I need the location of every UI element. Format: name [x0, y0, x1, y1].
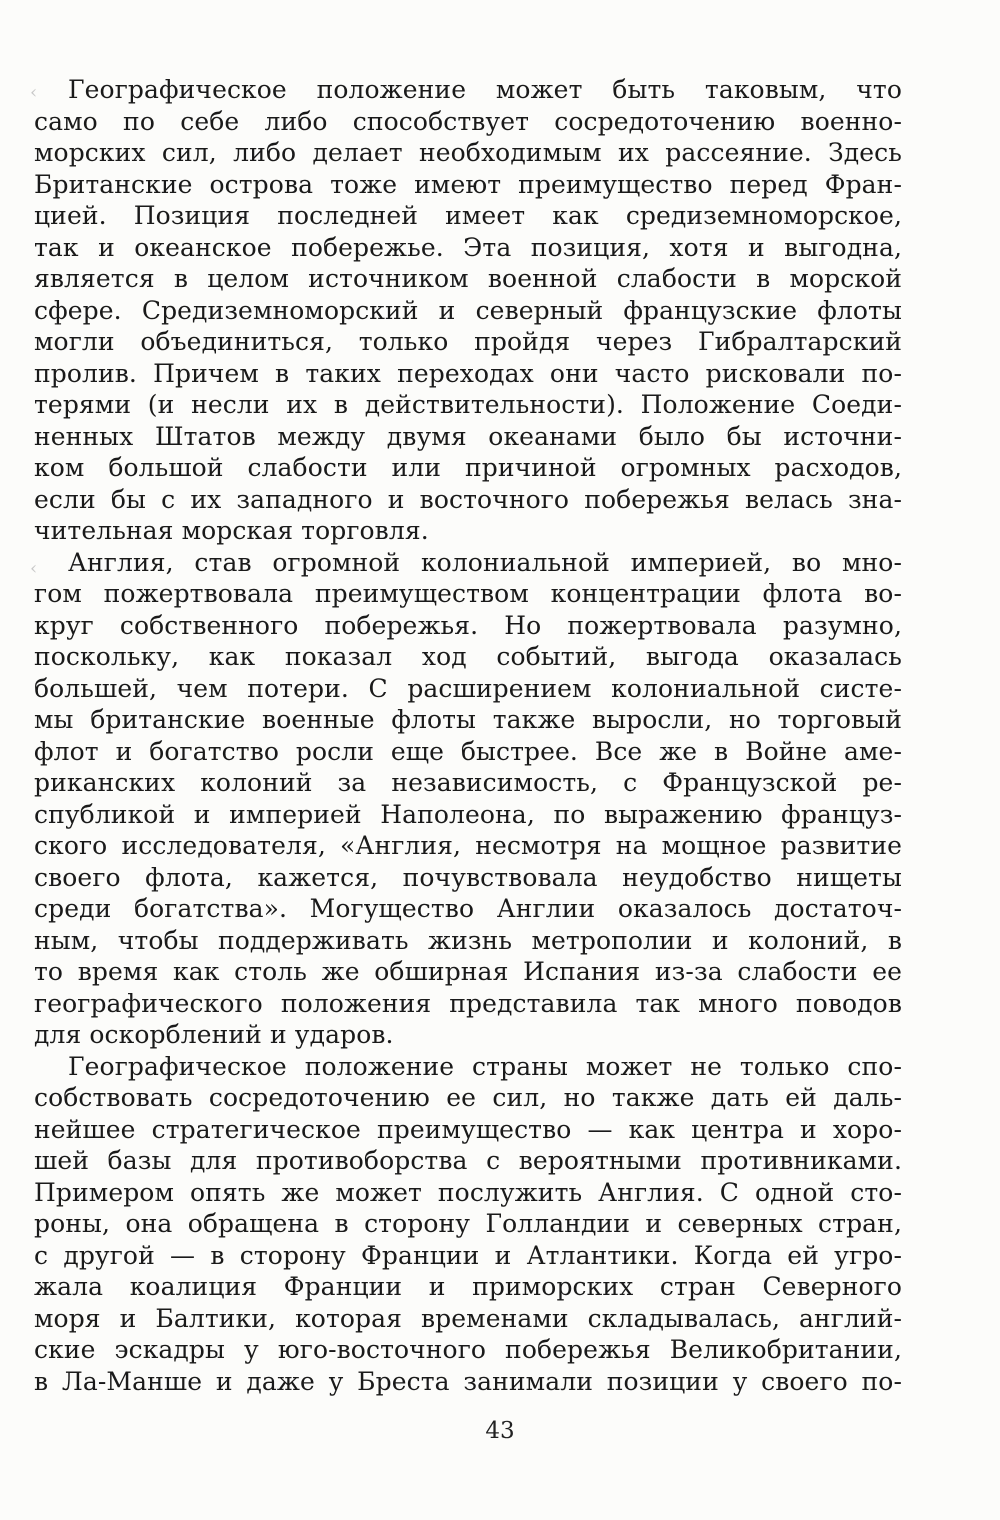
- text-line: то время как столь же обширная Испания из-за слабости ее: [34, 957, 902, 986]
- text-line: собствовать сосредоточению ее сил, но также дать ей даль-: [34, 1083, 902, 1112]
- text-line: сфере. Средиземноморский и северный французские флоты: [34, 295, 902, 325]
- text-line: Примером опять же может послужить Англия. С одной сто-: [34, 1177, 902, 1207]
- text-line: шей базы для противоборства с вероятными противниками.: [34, 1146, 902, 1175]
- text-line: пролив. Причем в таких переходах они часто рисковали по-: [34, 358, 902, 388]
- text-line: чительная морская торговля.: [34, 516, 429, 545]
- paragraph-2: [34, 547, 902, 1051]
- text-line: ского исследователя, «Англия, несмотря на мощное развитие: [34, 831, 902, 860]
- text-line: круг собственного побережья. Но пожертвовала разумно,: [34, 610, 902, 640]
- text-line: своего флота, кажется, почувствовала неудобство нищеты: [34, 862, 902, 892]
- text-line: среди богатства». Могущество Англии оказалось достаточ-: [34, 894, 902, 923]
- text-line: спубликой и империей Наполеона, по выражению француз-: [34, 799, 902, 829]
- text-line: Англия, став огромной колониальной империей, во мно-: [68, 547, 902, 577]
- text-line: цией. Позиция последней имеет как средиземноморское,: [34, 201, 902, 230]
- text-line: морских сил, либо делает необходимым их рассеяние. Здесь: [34, 138, 902, 167]
- text-line: жала коалиция Франции и приморских стран Северного: [34, 1272, 902, 1301]
- text-line: ным, чтобы поддерживать жизнь метрополии и колоний, в: [34, 925, 902, 955]
- text-line: поскольку, как показал ход событий, выгода оказалась: [34, 642, 902, 671]
- text-line: с другой — в сторону Франции и Атлантики. Когда ей угро-: [34, 1240, 902, 1270]
- text-line: так и океанское побережье. Эта позиция, хотя и выгодна,: [34, 232, 902, 262]
- text-line: в Ла-Манше и даже у Бреста занимали позиции у своего по-: [34, 1366, 902, 1396]
- text-line: моря и Балтики, которая временами складывалась, англий-: [34, 1303, 902, 1333]
- text-line: мы британские военные флоты также выросли, но торговый: [34, 705, 902, 734]
- text-line: ненных Штатов между двумя океанами было бы источни-: [34, 421, 902, 451]
- text-line: могли объединиться, только пройдя через Гибралтарский: [34, 327, 902, 356]
- text-line: риканских колоний за независимость, с Французской ре-: [34, 768, 902, 797]
- text-line: Британские острова тоже имеют преимущество перед Фран-: [34, 169, 902, 199]
- text-line: Географическое положение страны может не только спо-: [68, 1051, 902, 1081]
- body-text: [34, 74, 902, 1397]
- text-line: роны, она обращена в сторону Голландии и северных стран,: [34, 1209, 902, 1238]
- paragraph-1: [34, 74, 902, 547]
- text-line: большей, чем потери. С расширением колониальной систе-: [34, 673, 902, 703]
- text-line: является в целом источником военной слабости в морской: [34, 264, 902, 293]
- text-line: географического положения представила так много поводов: [34, 988, 902, 1018]
- text-line: если бы с их западного и восточного побережья велась зна-: [34, 484, 902, 514]
- text-line: флот и богатство росли еще быстрее. Все же в Войне аме-: [34, 736, 902, 766]
- text-line: терями (и несли их в действительности). Положение Соеди-: [34, 390, 902, 419]
- margin-mark: ‹: [30, 558, 38, 579]
- paragraph-3: [34, 1051, 902, 1398]
- margin-mark: ‹: [30, 82, 38, 103]
- text-line: ские эскадры у юго-восточного побережья Великобритании,: [34, 1335, 902, 1364]
- text-line: нейшее стратегическое преимущество — как центра и хоро-: [34, 1114, 902, 1144]
- text-line: Географическое положение может быть таковым, что: [68, 75, 902, 104]
- text-line: само по себе либо способствует сосредоточению военно-: [34, 106, 902, 136]
- text-line: ком большой слабости или причиной огромных расходов,: [34, 453, 902, 482]
- text-line: для оскорблений и ударов.: [34, 1020, 394, 1049]
- text-line: гом пожертвовала преимуществом концентрации флота во-: [34, 579, 902, 608]
- page-number: 43: [485, 1418, 515, 1444]
